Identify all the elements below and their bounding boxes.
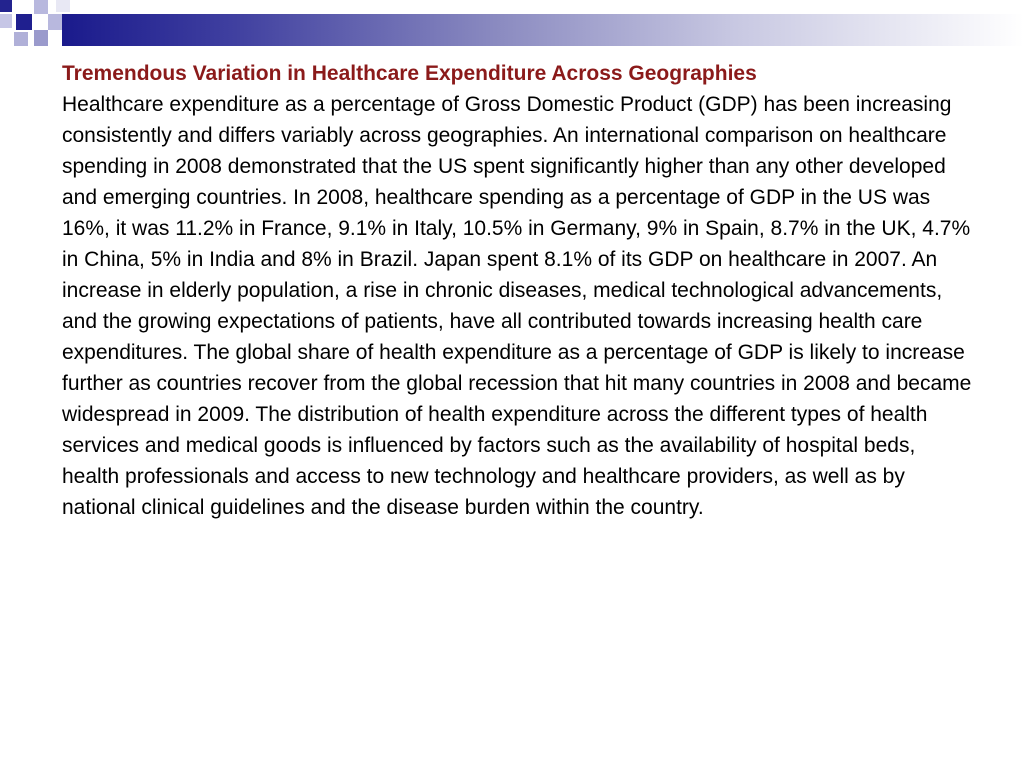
slide-body-text: Healthcare expenditure as a percentage of Gross Domestic Product (GDP) has been increasing consistently and differs variably across geographies. An international comparison on healthcare spending in 2008 demonstrated that the US spent significantly higher than any other developed and emerging countries. In 2008, healthcare spending as a percentage of GDP in the US was 16%, it was 11.2% in France, 9.1% in Italy, 10.5% in Germany, 9% in Spain, 8.7% in the UK, 4.7% in China, 5% in India and 8% in Brazil. Japan spent 8.1% of its GDP on healthcare in 2007. An increase in elderly population, a rise in chronic diseases, medical technological advancements, and the growing expectations of patients, have all contributed towards increasing health care expenditures. The global share of health expenditure as a percentage of GDP is likely to increase further as countries recover from the global recession that hit many countries in 2008 and became widespread in 2009. The distribution of health expenditure across the different types of health services and medical goods is influenced by factors such as the availability of hospital beds, health professionals and access to new technology and healthcare providers, as well as by national clinical guidelines and the disease burden within the country. bbox=[62, 93, 972, 519]
slide-content bbox=[62, 58, 972, 523]
decorative-square bbox=[48, 14, 62, 30]
decorative-square bbox=[0, 14, 12, 28]
slide-title: Tremendous Variation in Healthcare Expenditure Across Geographies bbox=[62, 62, 757, 85]
decorative-square bbox=[16, 14, 32, 30]
header-gradient-bar bbox=[62, 14, 1024, 46]
decorative-square bbox=[56, 0, 70, 12]
decorative-square bbox=[0, 0, 12, 12]
header-decoration bbox=[0, 0, 1024, 48]
decorative-square bbox=[34, 0, 48, 14]
decorative-square bbox=[14, 32, 28, 46]
decorative-square bbox=[34, 30, 48, 46]
